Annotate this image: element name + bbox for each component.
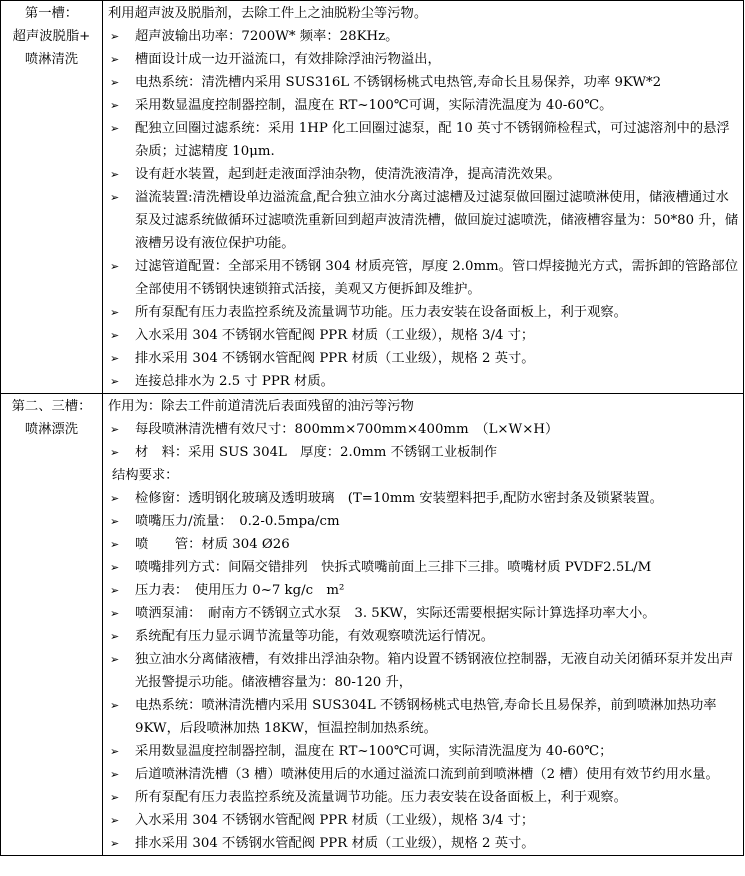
arrow-bullet-icon: ➢	[110, 329, 120, 342]
bullet-item	[108, 694, 740, 740]
bullet-text: 采用数显温度控制器控制，温度在 RT~100℃可调，实际清洗温度为 40-60℃。	[135, 98, 613, 113]
bullet-text: 槽面设计成一边开溢流口，有效排除浮油污物溢出，	[135, 52, 441, 67]
arrow-bullet-icon: ➢	[110, 699, 120, 712]
section-1-title-line: 超声波脱脂+	[12, 29, 91, 44]
bullet-text: 独立油水分离储液槽，有效排出浮油杂物。箱内设置不锈钢液位控制器，无液自动关闭循环泵并发出声光报警提示功能。储液槽容量为：80-120 升，	[135, 652, 734, 690]
bullet-item	[108, 533, 740, 556]
arrow-bullet-icon: ➢	[110, 375, 120, 388]
arrow-bullet-icon: ➢	[110, 745, 120, 758]
bullet-text: 电热系统：清洗槽内采用 SUS316L 不锈钢杨桃式电热管,寿命长且易保养，功率 9KW*2	[135, 75, 662, 90]
bullet-item	[108, 556, 740, 579]
section-2-bullet-list	[108, 418, 740, 464]
section-1-bullet-list	[108, 25, 740, 393]
arrow-bullet-icon: ➢	[110, 607, 120, 620]
bullet-item	[108, 25, 740, 48]
bullet-item	[108, 94, 740, 117]
bullet-text: 喷嘴排列方式：间隔交错排列 快拆式喷嘴前面上三排下三排。喷嘴材质 PVDF2.5L/M	[135, 560, 652, 575]
section-row-1	[1, 1, 744, 394]
bullet-item	[108, 832, 740, 855]
bullet-text: 入水采用 304 不锈钢水管配阀 PPR 材质（工业级），规格 3/4 寸；	[135, 813, 535, 828]
arrow-bullet-icon: ➢	[110, 168, 120, 181]
arrow-bullet-icon: ➢	[110, 492, 120, 505]
bullet-text: 入水采用 304 不锈钢水管配阀 PPR 材质（工业级），规格 3/4 寸；	[135, 328, 535, 343]
bullet-item	[108, 786, 740, 809]
bullet-text: 后道喷淋清洗槽（3 槽）喷淋使用后的水通过溢流口流到前到喷淋槽（2 槽）使用有效节约用水量。	[135, 767, 719, 782]
bullet-item	[108, 163, 740, 186]
section-2-title-line: 第二、三槽：	[11, 399, 92, 414]
bullet-text: 系统配有压力显示调节流量等功能，有效观察喷洗运行情况。	[135, 629, 495, 644]
arrow-bullet-icon: ➢	[110, 630, 120, 643]
bullet-item	[108, 324, 740, 347]
bullet-text: 连接总排水为 2.5 寸 PPR 材质。	[135, 374, 334, 389]
arrow-bullet-icon: ➢	[110, 768, 120, 781]
bullet-item	[108, 579, 740, 602]
bullet-item	[108, 625, 740, 648]
bullet-text: 电热系统：喷淋清洗槽内采用 SUS304L 不锈钢杨桃式电热管,寿命长且易保养，前到喷淋加热功率 9KW，后段喷淋加热 18KW，恒温控制加热系统。	[135, 698, 717, 736]
bullet-item	[108, 809, 740, 832]
bullet-text: 所有泵配有压力表监控系统及流量调节功能。压力表安装在设备面板上，利于观察。	[135, 305, 627, 320]
arrow-bullet-icon: ➢	[110, 76, 120, 89]
bullet-text: 过滤管道配置：全部采用不锈钢 304 材质亮管，厚度 2.0mm。管口焊接抛光方式，需拆卸的管路部位全部使用不锈钢快速锁箝式活接，美观又方便拆卸及维护。	[135, 259, 739, 297]
arrow-bullet-icon: ➢	[110, 260, 120, 273]
arrow-bullet-icon: ➢	[110, 99, 120, 112]
arrow-bullet-icon: ➢	[110, 584, 120, 597]
bullet-text: 排水采用 304 不锈钢水管配阀 PPR 材质（工业级），规格 2 英寸。	[135, 836, 535, 851]
section-row-2	[1, 394, 744, 856]
bullet-text: 压力表： 使用压力 0~7 kg/c m²	[135, 583, 345, 598]
bullet-item	[108, 255, 740, 301]
arrow-bullet-icon: ➢	[110, 791, 120, 804]
bullet-text: 溢流装置:清洗槽设单边溢流盒,配合独立油水分离过滤槽及过滤泵做回圈过滤喷淋使用，储液槽通过水泵及过滤系统做循环过滤喷洗重新回到超声波清洗槽，做回旋过滤喷洗，储液槽容量为：50*80 升，储液槽另设有液位保护功能。	[135, 190, 739, 251]
arrow-bullet-icon: ➢	[110, 653, 120, 666]
bullet-item	[108, 487, 740, 510]
bullet-text: 超声波输出功率：7200W* 频率：28KHz。	[135, 29, 399, 44]
bullet-item	[108, 117, 740, 163]
section-2-body-cell	[103, 394, 744, 856]
bullet-text: 排水采用 304 不锈钢水管配阀 PPR 材质（工业级），规格 2 英寸。	[135, 351, 535, 366]
bullet-text: 检修窗：透明钢化玻璃及透明玻璃 (T=10mm 安装塑料把手,配防水密封条及锁紧装置。	[135, 491, 663, 506]
bullet-item	[108, 510, 740, 533]
bullet-text: 每段喷淋清洗槽有效尺寸：800mm×700mm×400mm （L×W×H）	[135, 422, 559, 437]
bullet-item	[108, 301, 740, 324]
bullet-item	[108, 648, 740, 694]
arrow-bullet-icon: ➢	[110, 191, 120, 204]
bullet-text: 配独立回圈过滤系统：采用 1HP 化工回圈过滤泵，配 10 英寸不锈钢筛检程式，可过滤溶剂中的悬浮杂质；过滤精度 10μm.	[135, 121, 730, 159]
arrow-bullet-icon: ➢	[110, 30, 120, 43]
section-1-title-line: 喷淋清洗	[24, 52, 79, 67]
bullet-text: 喷 管：材质 304 Ø26	[135, 537, 290, 552]
bullet-item	[108, 186, 740, 255]
bullet-text: 喷嘴压力/流量： 0.2-0.5mpa/cm	[135, 514, 340, 529]
bullet-item	[108, 418, 740, 441]
arrow-bullet-icon: ➢	[110, 538, 120, 551]
section-1-body-cell	[103, 1, 744, 394]
section-2-structure-list	[108, 487, 740, 855]
section-1-intro: 利用超声波及脱脂剂，去除工件上之油脱粉尘等污物。	[108, 6, 428, 21]
section-2-title-cell	[1, 394, 103, 856]
arrow-bullet-icon: ➢	[110, 306, 120, 319]
arrow-bullet-icon: ➢	[110, 423, 120, 436]
bullet-item	[108, 763, 740, 786]
arrow-bullet-icon: ➢	[110, 814, 120, 827]
bullet-text: 采用数显温度控制器控制，温度在 RT~100℃可调，实际清洗温度为 40-60℃；	[135, 744, 613, 759]
bullet-item	[108, 347, 740, 370]
section-2-intro: 作用为：除去工件前道清洗后表面残留的油污等污物	[108, 399, 414, 414]
section-2-title-line: 喷淋漂洗	[24, 422, 79, 437]
bullet-item	[108, 48, 740, 71]
bullet-item	[108, 441, 740, 464]
arrow-bullet-icon: ➢	[110, 837, 120, 850]
arrow-bullet-icon: ➢	[110, 561, 120, 574]
section-2-subheading: 结构要求：	[112, 468, 179, 483]
bullet-text: 喷洒泵浦： 耐南方不锈钢立式水泵 3. 5KW，实际还需要根据实际计算选择功率大小。	[135, 606, 656, 621]
bullet-item	[108, 740, 740, 763]
arrow-bullet-icon: ➢	[110, 515, 120, 528]
arrow-bullet-icon: ➢	[110, 53, 120, 66]
bullet-text: 设有赶水装置，起到赶走液面浮油杂物，使清洗液清净，提高清洗效果。	[135, 167, 561, 182]
section-1-title-line: 第一槽：	[24, 6, 79, 21]
bullet-text: 材 料：采用 SUS 304L 厚度：2.0mm 不锈钢工业板制作	[135, 445, 498, 460]
bullet-item	[108, 370, 740, 393]
arrow-bullet-icon: ➢	[110, 122, 120, 135]
arrow-bullet-icon: ➢	[110, 446, 120, 459]
arrow-bullet-icon: ➢	[110, 352, 120, 365]
bullet-item	[108, 71, 740, 94]
section-1-title-cell	[1, 1, 103, 394]
bullet-text: 所有泵配有压力表监控系统及流量调节功能。压力表安装在设备面板上，利于观察。	[135, 790, 627, 805]
bullet-item	[108, 602, 740, 625]
